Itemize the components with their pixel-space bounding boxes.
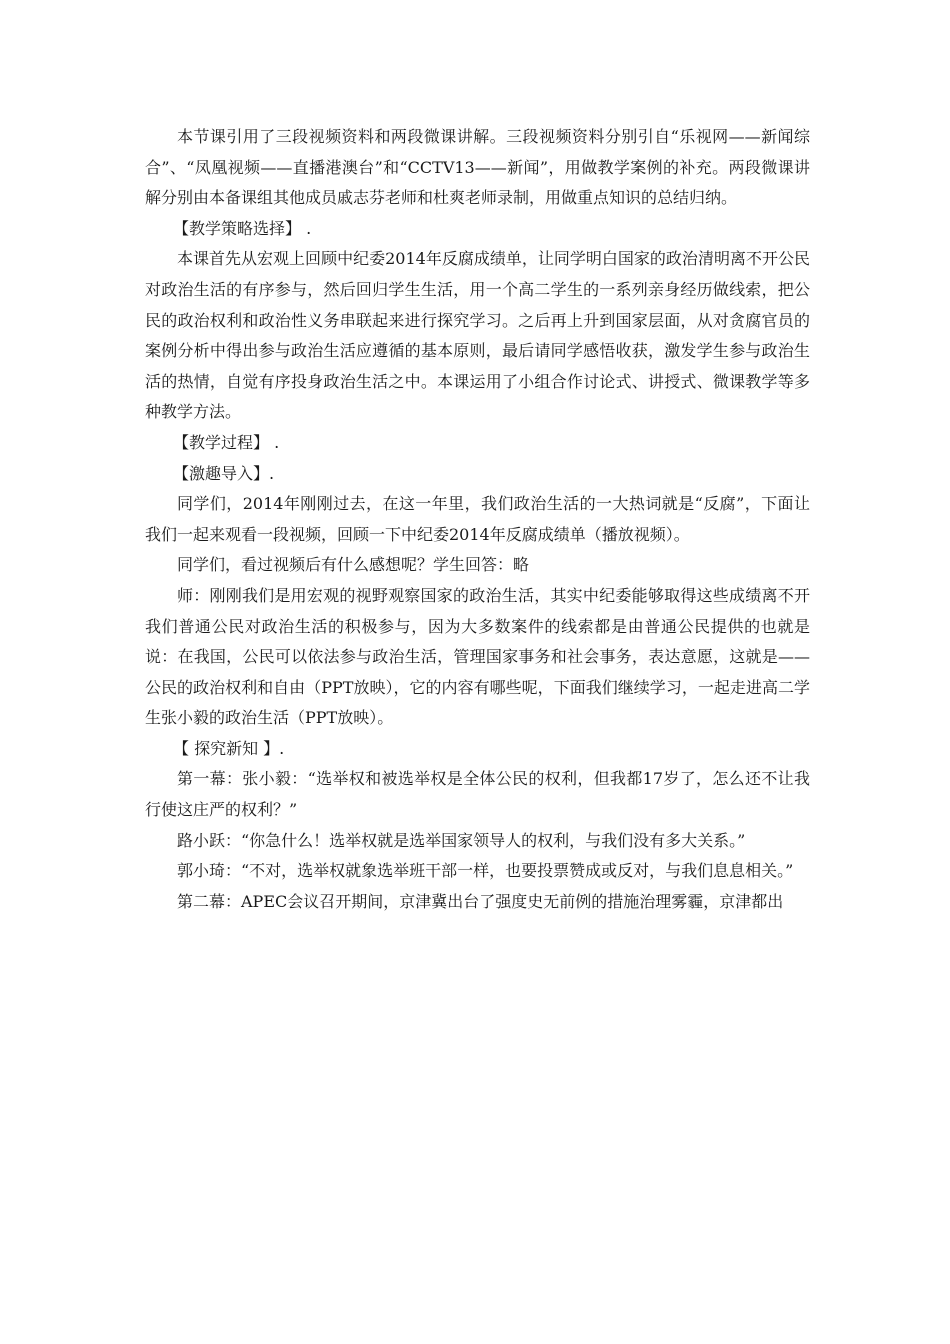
paragraph-scene-1: 第一幕：张小毅：“选举权和被选举权是全体公民的权利，但我都17岁了，怎么还不让我行使这庄严的权利？” [145, 769, 810, 820]
paragraph-guo: 郭小琦：“不对，选举权就象选举班干部一样，也要投票赞成或反对，与我们息息相关。” [177, 861, 794, 881]
paragraph-materials: 本节课引用了三段视频资料和两段微课讲解。三段视频资料分别引自“乐视网——新闻综合”、“凤凰视频——直播港澳台”和“CCTV13——新闻”，用做教学案例的补充。两段微课讲解分别由本备课组其他成员戚志芬老师和杜爽老师录制，用做重点知识的总结归纳。 [145, 127, 810, 208]
document-body [145, 122, 810, 917]
heading-introduction: 【激趣导入】. [173, 463, 275, 483]
paragraph-strategy: 本课首先从宏观上回顾中纪委2014年反腐成绩单，让同学明白国家的政治清明离不开公民对政治生活的有序参与，然后回归学生生活，用一个高二学生的一系列亲身经历做线索，把公民的政治权利和政治性义务串联起来进行探究学习。之后再上升到国家层面，从对贪腐官员的案例分析中得出参与政治生活应遵循的基本原则，最后请同学感悟收获，激发学生参与政治生活的热情，自觉有序投身政治生活之中。本课运用了小组合作讨论式、讲授式、微课教学等多种教学方法。 [145, 249, 810, 422]
paragraph-teacher: 师：刚刚我们是用宏观的视野观察国家的政治生活，其实中纪委能够取得这些成绩离不开我们普通公民对政治生活的积极参与，因为大多数案件的线索都是由普通公民提供的也就是说：在我国，公民可以依法参与政治生活，管理国家事务和社会事务，表达意愿，这就是——公民的政治权利和自由（PPT放映），它的内容有哪些呢，下面我们继续学习，一起走进高二学生张小毅的政治生活（PPT放映）。 [145, 585, 810, 728]
paragraph-scene-2: 第二幕：APEC会议召开期间，京津冀出台了强度史无前例的措施治理雾霾，京津都出 [177, 891, 784, 911]
paragraph-intro-1: 同学们，2014年刚刚过去，在这一年里，我们政治生活的一大热词就是“反腐”，下面让我们一起来观看一段视频，回顾一下中纪委2014年反腐成绩单（播放视频）。 [145, 494, 810, 544]
heading-teaching-process: 【教学过程】 . [173, 432, 280, 452]
heading-explore: 【 探究新知 】. [173, 738, 285, 758]
paragraph-lu: 路小跃：“你急什么！选举权就是选举国家领导人的权利，与我们没有多大关系。” [177, 830, 746, 850]
heading-teaching-strategy: 【教学策略选择】 . [173, 218, 312, 238]
paragraph-intro-2: 同学们，看过视频后有什么感想呢？学生回答：略 [177, 555, 530, 575]
